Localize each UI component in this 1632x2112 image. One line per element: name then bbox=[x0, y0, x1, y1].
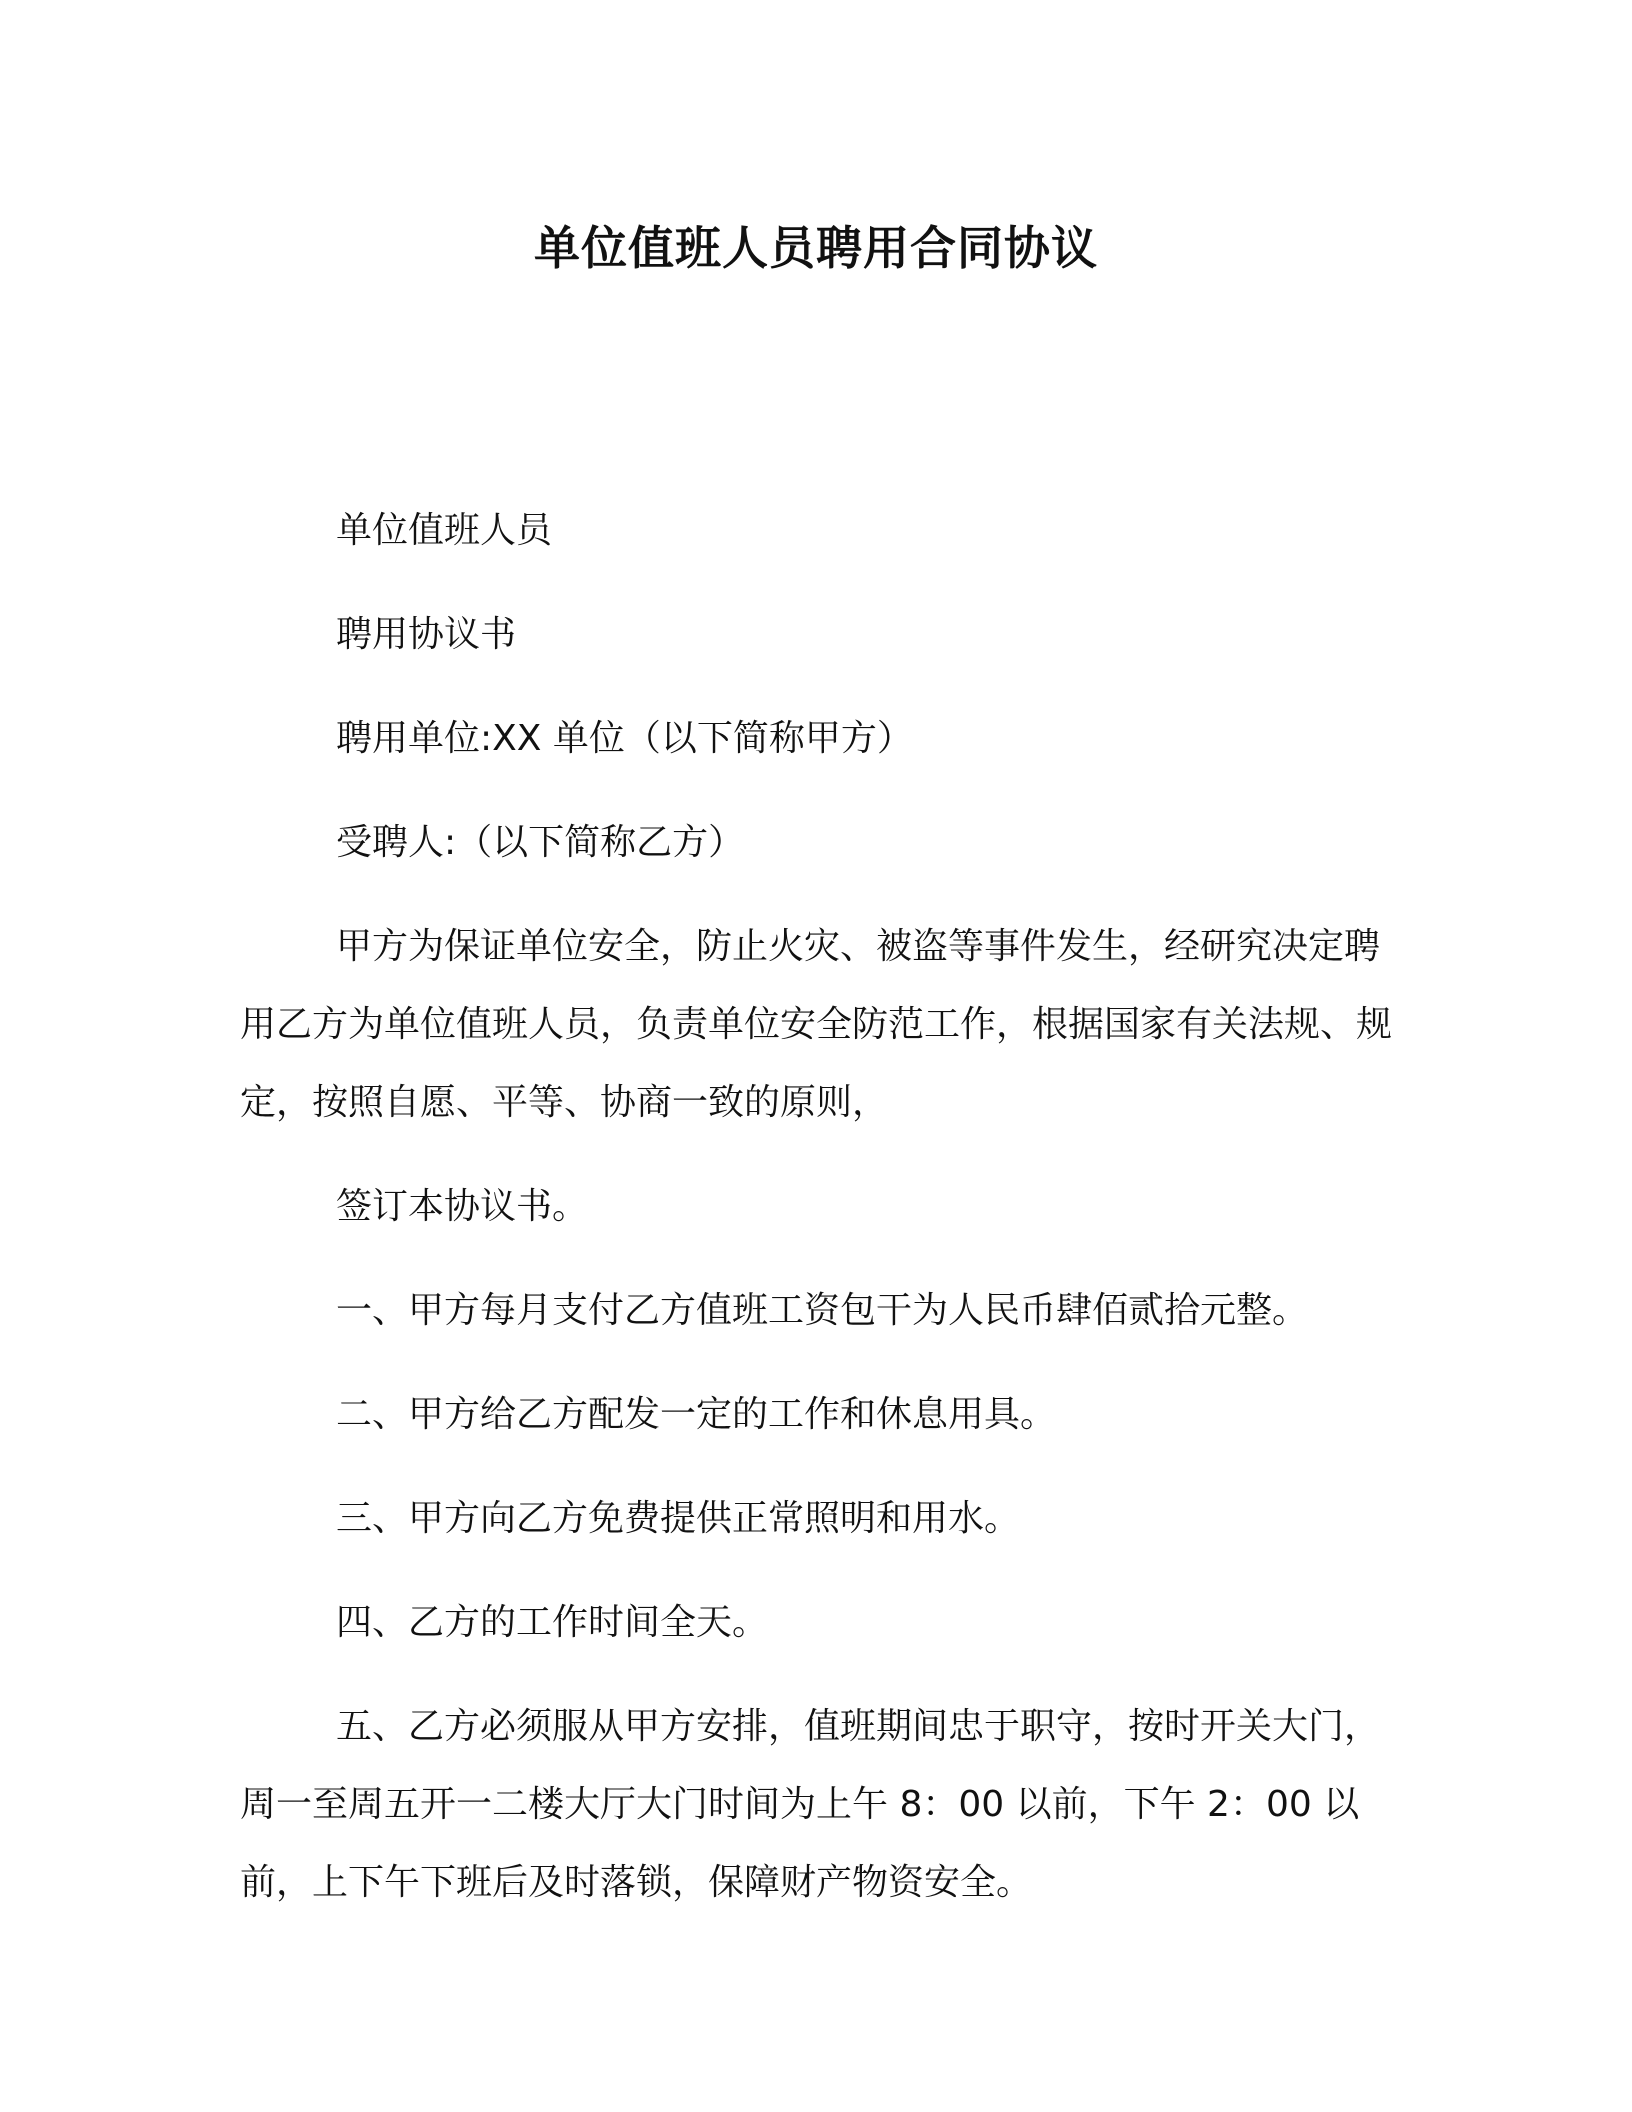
paragraph-signing: 签订本协议书。 bbox=[336, 1186, 589, 1227]
paragraph-preamble: 甲方为保证单位安全，防止火灾、被盗等事件发生，经研究决定聘用乙方为单位值班人员，负责单位安全防范工作，根据国家有关法规、规定，按照自愿、平等、协商一致的原则， bbox=[240, 926, 1393, 1123]
clause-5: 五、乙方必须服从甲方安排，值班期间忠于职守，按时开关大门，周一至周五开一二楼大厅大门时间为上午 8：00 以前，下午 2：00 以前，上下午下班后及时落锁，保障财产物资安全。 bbox=[240, 1706, 1381, 1903]
clause-3: 三、甲方向乙方免费提供正常照明和用水。 bbox=[336, 1498, 1021, 1539]
paragraph-heading-2: 聘用协议书 bbox=[336, 614, 517, 655]
document-body bbox=[240, 492, 1410, 1948]
clause-1: 一、甲方每月支付乙方值班工资包干为人民币肆佰贰拾元整。 bbox=[336, 1290, 1309, 1331]
document-title: 单位值班人员聘用合同协议 bbox=[534, 221, 1098, 275]
paragraph-employer: 聘用单位:XX 单位（以下简称甲方） bbox=[336, 718, 913, 759]
paragraph-employee: 受聘人:（以下简称乙方） bbox=[336, 822, 745, 863]
clause-2: 二、甲方给乙方配发一定的工作和休息用具。 bbox=[336, 1394, 1057, 1435]
clause-4: 四、乙方的工作时间全天。 bbox=[336, 1602, 769, 1643]
paragraph-heading-1: 单位值班人员 bbox=[336, 510, 553, 551]
